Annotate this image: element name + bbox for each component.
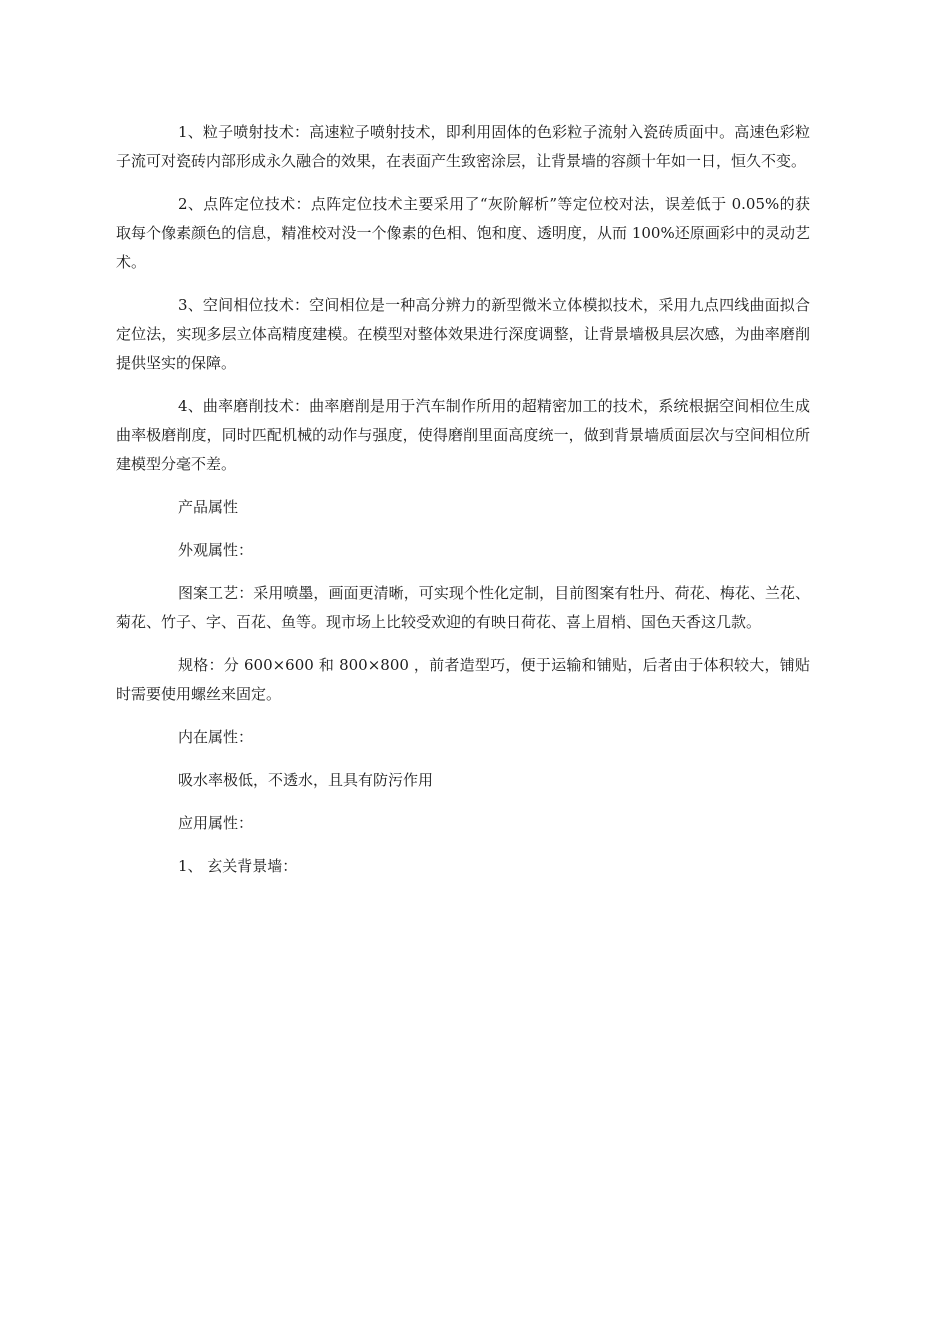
document-body bbox=[116, 118, 810, 895]
paragraph-specifications: 规格：分 600×600 和 800×800 ，前者造型巧，便于运输和铺贴，后者由于体积较大，铺贴时需要使用螺丝来固定。 bbox=[116, 656, 810, 703]
paragraph-dot-matrix: 2、点阵定位技术：点阵定位技术主要采用了“灰阶解析”等定位校对法，误差低于 0.05%的获取每个像素颜色的信息，精准校对没一个像素的色相、饱和度、透明度，从而 100%还原画彩中的灵动艺术。 bbox=[116, 195, 810, 271]
paragraph-entrance-wall: 1、 玄关背景墙： bbox=[178, 857, 298, 875]
paragraph-particle-spray: 1、粒子喷射技术：高速粒子喷射技术，即利用固体的色彩粒子流射入瓷砖质面中。高速色彩粒子流可对瓷砖内部形成永久融合的效果，在表面产生致密涂层，让背景墙的容颜十年如一日，恒久不变。 bbox=[116, 123, 810, 170]
paragraph-water-absorption: 吸水率极低，不透水，且具有防污作用 bbox=[178, 771, 434, 789]
heading-appearance-attributes: 外观属性： bbox=[178, 541, 254, 559]
paragraph-curvature-grinding: 4、曲率磨削技术：曲率磨削是用于汽车制作所用的超精密加工的技术，系统根据空间相位生成曲率极磨削度，同时匹配机械的动作与强度，使得磨削里面高度统一，做到背景墙质面层次与空间相位所建模型分毫不差。 bbox=[116, 397, 810, 473]
heading-intrinsic-attributes: 内在属性： bbox=[178, 728, 254, 746]
paragraph-pattern-craft: 图案工艺：采用喷墨，画面更清晰，可实现个性化定制，目前图案有牡丹、荷花、梅花、兰花、菊花、竹子、字、百花、鱼等。现市场上比较受欢迎的有映日荷花、喜上眉梢、国色天香这几款。 bbox=[116, 584, 810, 631]
heading-product-attributes: 产品属性 bbox=[178, 498, 239, 516]
paragraph-spatial-phase: 3、空间相位技术：空间相位是一种高分辨力的新型微米立体模拟技术，采用九点四线曲面拟合定位法，实现多层立体高精度建模。在模型对整体效果进行深度调整，让背景墙极具层次感，为曲率磨削提供坚实的保障。 bbox=[116, 296, 810, 372]
heading-application-attributes: 应用属性： bbox=[178, 814, 254, 832]
